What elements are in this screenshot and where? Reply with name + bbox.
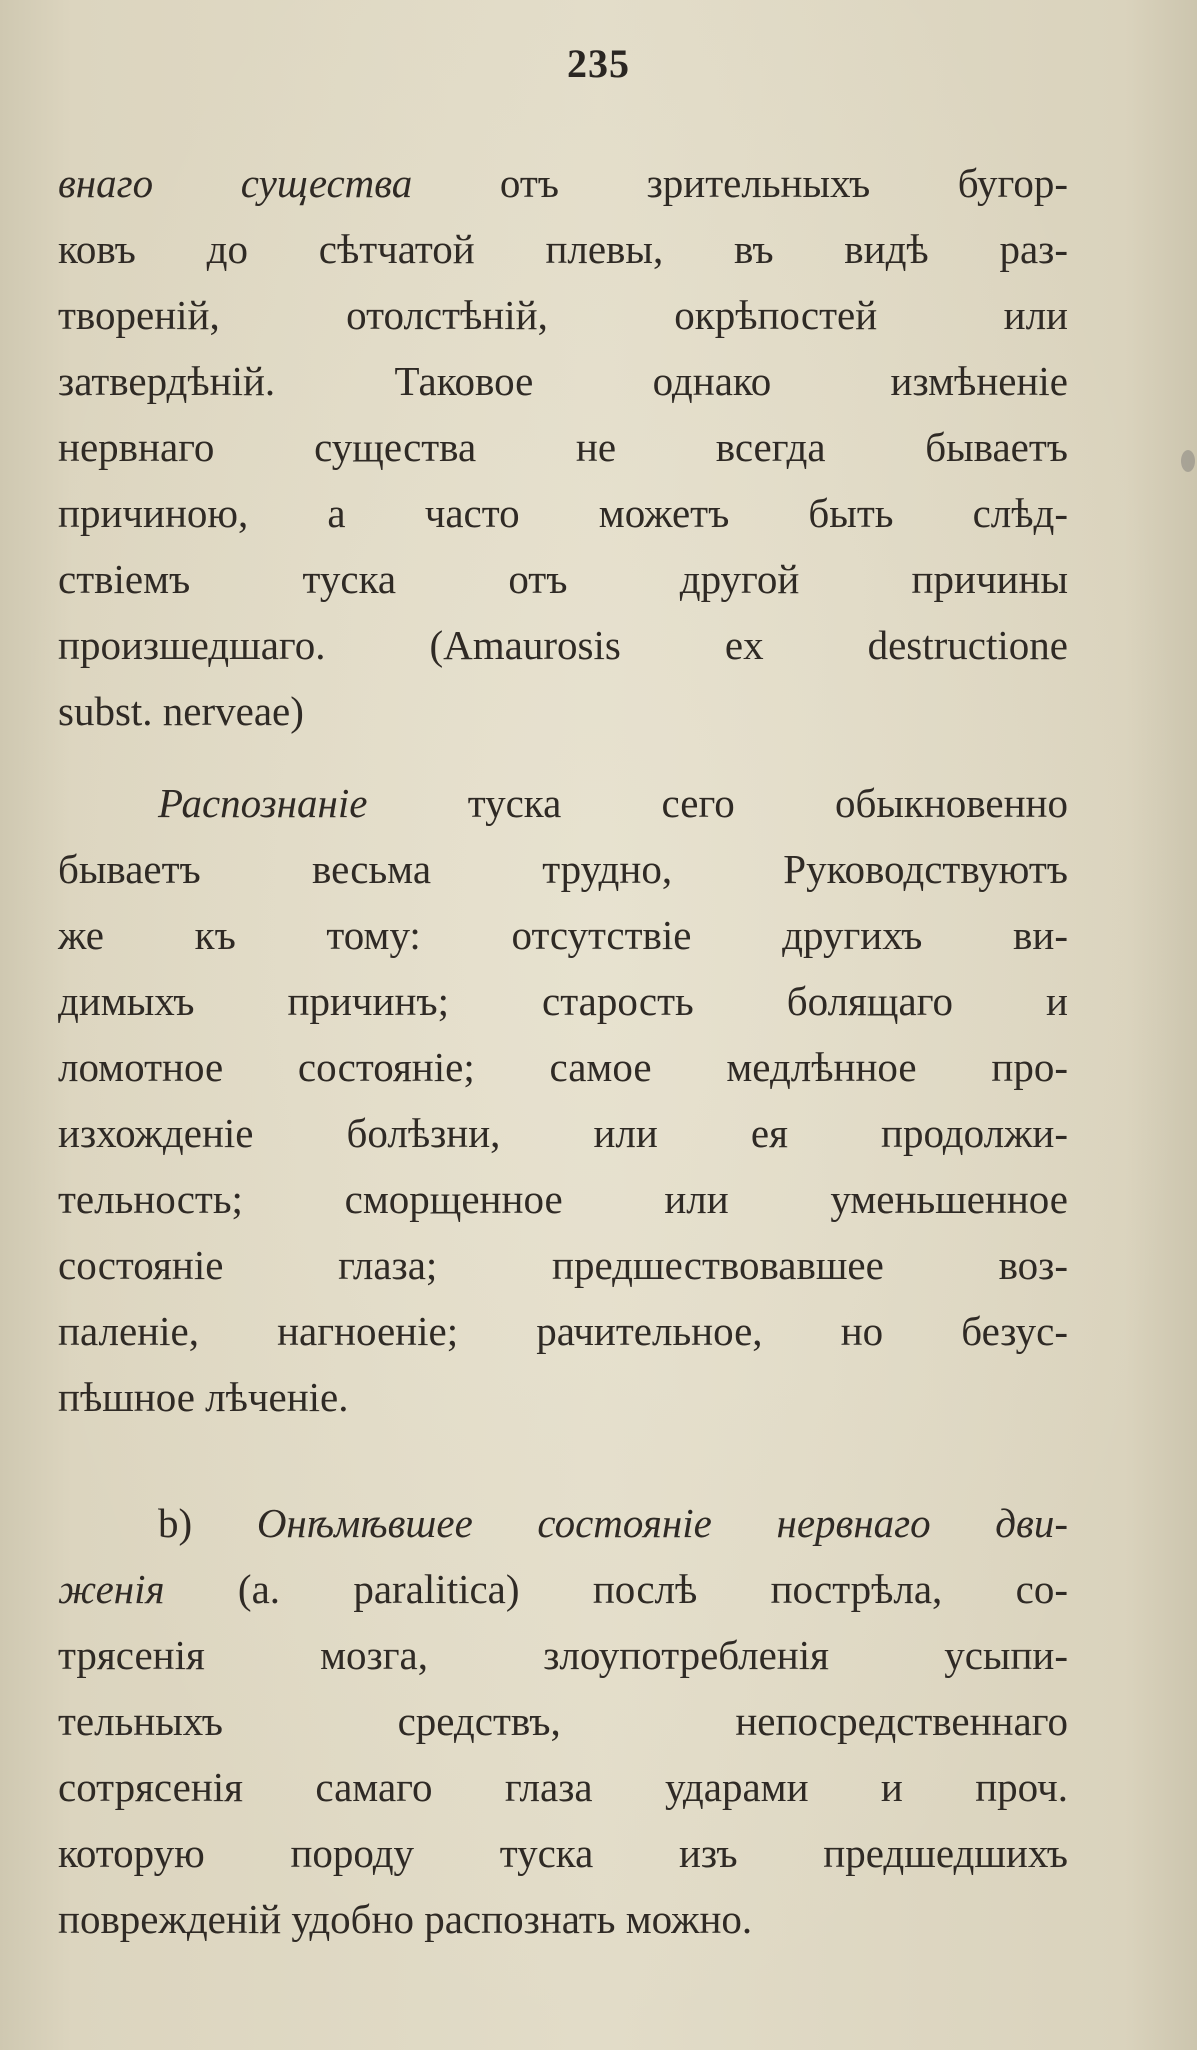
text-line: ломотное состояніе; самое медлѣнное про- (58, 1044, 1068, 1090)
text-line: причиною, а часто можетъ быть слѣд- (58, 490, 1068, 536)
text-line: ковъ до сѣтчатой плевы, въ видѣ раз- (58, 226, 1068, 272)
text-line: subst. nerveae) (58, 688, 304, 734)
text-line: изхожденіе болѣзни, или ея продолжи- (58, 1110, 1068, 1156)
text-line: паленіе, нагноеніе; рачительное, но безус- (58, 1308, 1068, 1354)
text-line: состояніе глаза; предшествовавшее воз- (58, 1242, 1068, 1288)
paragraph-1 (58, 150, 1068, 744)
paragraph-3 (58, 1490, 1068, 1952)
text-line: пѣшное лѣченіе. (58, 1374, 349, 1420)
text-line: ствіемъ туска отъ другой причины (58, 556, 1068, 602)
text-line: сотрясенія самаго глаза ударами и проч. (58, 1764, 1068, 1810)
text-line: твореній, отолстѣній, окрѣпостей или (58, 292, 1068, 338)
text-line: трясенія мозга, злоупотребленія усыпи- (58, 1632, 1068, 1678)
text-line: тельность; сморщенное или уменьшенное (58, 1176, 1068, 1222)
text-line: тельныхъ средствъ, непосредственнаго (58, 1698, 1068, 1744)
text-line: внаго существа отъ зрительныхъ бугор- (58, 160, 1068, 206)
text-line: поврежденій удобно распознать можно. (58, 1896, 753, 1942)
text-line: димыхъ причинъ; старость болящаго и (58, 978, 1068, 1024)
text-line: b) Онѣмѣвшее состояніе нервнаго дви- (158, 1500, 1068, 1546)
paper-speck (1181, 450, 1195, 472)
page-number: 235 (567, 41, 630, 86)
paragraph-2 (58, 770, 1068, 1430)
text-line: же къ тому: отсутствіе другихъ ви- (58, 912, 1068, 958)
text-line: нервнаго существа не всегда бываетъ (58, 424, 1068, 470)
text-line: бываетъ весьма трудно, Руководствуютъ (58, 846, 1068, 892)
text-line: затвердѣній. Таковое однако измѣненіе (58, 358, 1068, 404)
text-line: женія (a. paralitica) послѣ пострѣла, со- (58, 1566, 1068, 1612)
text-line: Распознаніе туска сего обыкновенно (158, 780, 1068, 826)
text-line: произшедшаго. (Amaurosis ex destructione (58, 622, 1068, 668)
text-line: которую породу туска изъ предшедшихъ (58, 1830, 1068, 1876)
